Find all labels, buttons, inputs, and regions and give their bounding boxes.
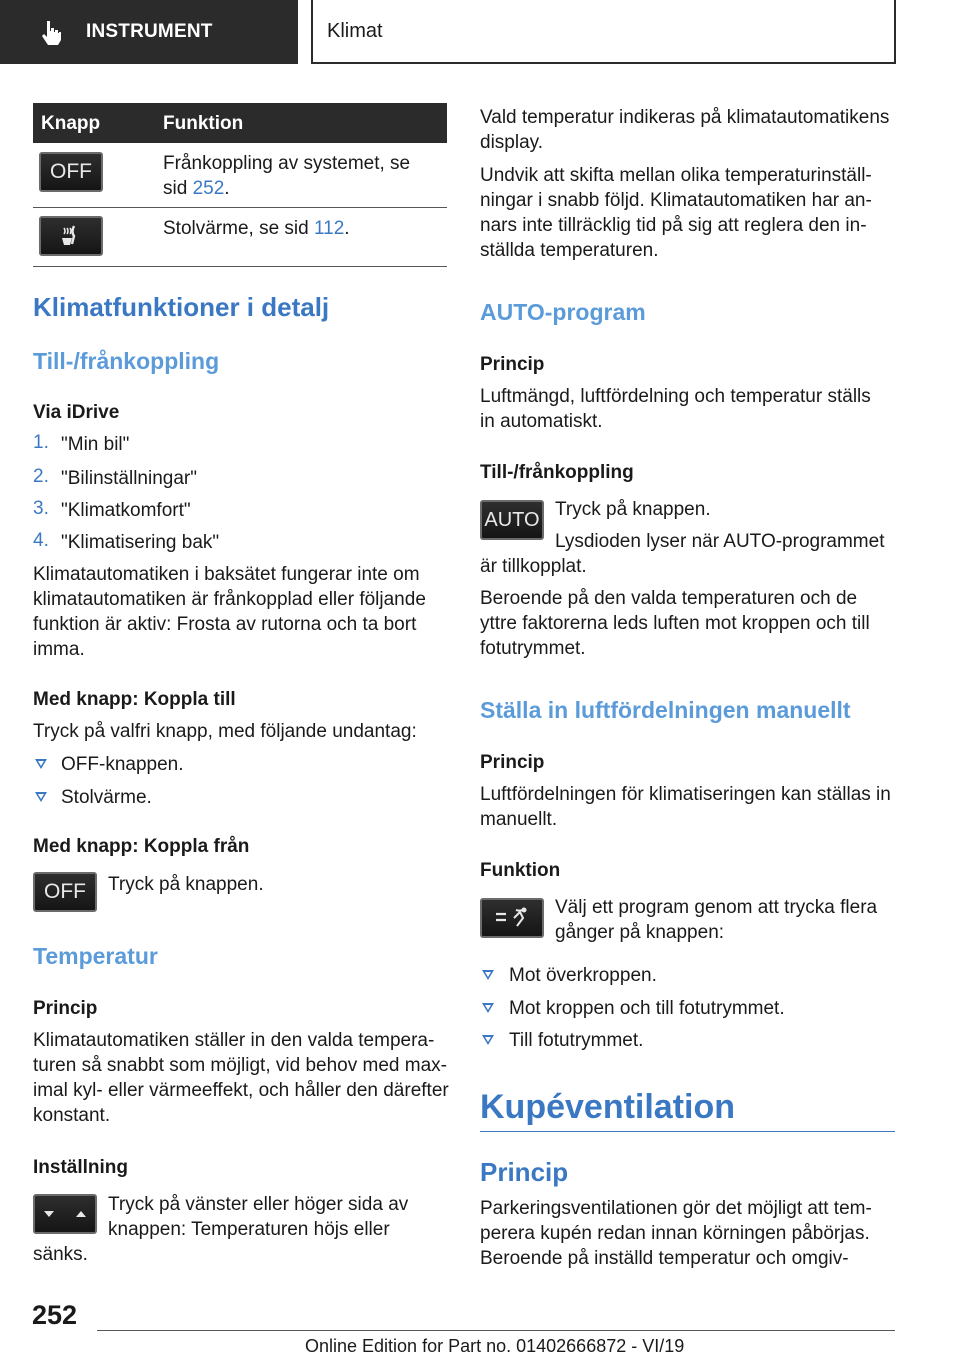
heading-temperatur: Temperatur xyxy=(33,943,158,969)
list-item: OFF-knappen. xyxy=(61,754,184,775)
subheading-koppla-till: Med knapp: Koppla till xyxy=(33,689,236,710)
col-header-knapp: Knapp xyxy=(41,113,101,134)
heading-auto-program: AUTO-program xyxy=(480,299,646,325)
paragraph: Klimatautomatiken ställer in den valda tempera- turen så snabbt som möjligt, vid behov med max- imal kyl- eller värmeeffekt, och håller den därefter konstant. xyxy=(33,1030,449,1126)
list-item: "Klimatkomfort" xyxy=(61,500,191,521)
section-title: INSTRUMENT xyxy=(86,21,213,42)
list-item: Stolvärme. xyxy=(61,787,152,808)
list-item: Mot kroppen och till fotutrymmet. xyxy=(509,998,785,1019)
heading-till-frankoppling: Till-/frånkoppling xyxy=(33,348,220,374)
step-number: 3. xyxy=(33,498,49,519)
step-number: 1. xyxy=(33,432,49,453)
paragraph: Beroende på den valda temperaturen och de yttre faktorerna leds luften mot kroppen och till fotutrymmet. xyxy=(480,588,870,659)
paragraph: Välj ett program genom att trycka flera gånger på knappen: xyxy=(555,897,878,943)
off-button-icon: OFF xyxy=(39,152,103,192)
bullet-triangle-icon xyxy=(482,1003,494,1013)
subheading-installning: Inställning xyxy=(33,1157,128,1178)
paragraph: Tryck på vänster eller höger sida av knappen: Temperaturen höjs eller xyxy=(108,1194,409,1240)
bullet-triangle-icon xyxy=(482,970,494,980)
seat-heating-button-icon xyxy=(39,216,103,256)
bullet-triangle-icon xyxy=(35,792,47,802)
paragraph: Tryck på knappen. xyxy=(555,499,711,520)
table-row: Frånkoppling av systemet, se sid 252. xyxy=(163,153,411,199)
list-item: Till fotutrymmet. xyxy=(509,1030,644,1051)
footer-edition: Online Edition for Part no. 01402666872 - VI/19 xyxy=(305,1336,685,1356)
paragraph: Luftmängd, luftfördelning och temperatur ställs in automatiskt. xyxy=(480,386,871,432)
page-link[interactable]: 112 xyxy=(314,218,345,239)
bullet-triangle-icon xyxy=(35,759,47,769)
paragraph: Tryck på knappen. xyxy=(108,874,264,895)
list-item: Mot överkroppen. xyxy=(509,965,657,986)
list-item: "Min bil" xyxy=(61,434,130,455)
air-distribution-icon xyxy=(492,906,532,930)
paragraph: är tillkopplat. xyxy=(480,556,587,577)
page-link[interactable]: 252 xyxy=(192,178,225,199)
row-divider xyxy=(33,266,447,267)
chapter-title: Klimat xyxy=(327,19,383,42)
table-header xyxy=(33,103,447,143)
heading-kupeventilation: Kupéventilation xyxy=(480,1088,736,1126)
step-number: 2. xyxy=(33,466,49,487)
subheading-via-idrive: Via iDrive xyxy=(33,402,120,423)
list-item: "Klimatisering bak" xyxy=(61,532,220,553)
temperature-button-icon xyxy=(33,1194,97,1234)
subheading-till-frankoppling: Till-/frånkoppling xyxy=(480,462,634,483)
paragraph: sänks. xyxy=(33,1244,88,1265)
paragraph: Lysdioden lyser när AUTO-programmet xyxy=(555,531,885,552)
row-divider xyxy=(33,207,447,208)
auto-button-icon: AUTO xyxy=(480,500,544,540)
up-down-arrows-icon xyxy=(38,1204,92,1224)
paragraph: Parkeringsventilationen gör det möjligt att tem- perera kupén redan innan körningen påbörjas. Beroende på inställd temperatur och omgiv- xyxy=(480,1198,872,1269)
air-distribution-button-icon xyxy=(480,898,544,938)
step-number: 4. xyxy=(33,530,49,551)
heading-klimatfunktioner: Klimatfunktioner i detalj xyxy=(33,292,330,322)
bullet-triangle-icon xyxy=(482,1035,494,1045)
paragraph: Klimatautomatiken i baksätet fungerar inte om klimatautomatiken är frånkopplad eller följande funktion är aktiv: Frosta av rutorna och ta bort imma. xyxy=(33,564,426,660)
heading-underline xyxy=(480,1131,895,1132)
subheading-princip: Princip xyxy=(480,752,545,773)
page-number: 252 xyxy=(32,1300,78,1330)
paragraph: Luftfördelningen för klimatiseringen kan ställas in manuellt. xyxy=(480,784,891,830)
seat-heating-icon xyxy=(56,224,86,248)
subheading-princip: Princip xyxy=(480,354,545,375)
heading-princip: Princip xyxy=(480,1157,569,1187)
table-row: Stolvärme, se sid 112. xyxy=(163,218,350,239)
subheading-funktion: Funktion xyxy=(480,860,561,881)
subheading-princip: Princip xyxy=(33,998,98,1019)
list-item: "Bilinställningar" xyxy=(61,468,197,489)
paragraph: Vald temperatur indikeras på klimatautomatikens display. xyxy=(480,107,890,153)
off-button-icon: OFF xyxy=(33,872,97,912)
paragraph: Tryck på valfri knapp, med följande undantag: xyxy=(33,721,417,742)
footer-divider xyxy=(97,1330,895,1331)
subheading-koppla-fran: Med knapp: Koppla från xyxy=(33,836,250,857)
hand-pointer-icon xyxy=(40,19,62,45)
heading-luftfordelning: Ställa in luftfördelningen manuellt xyxy=(480,697,851,723)
paragraph: Undvik att skifta mellan olika temperaturinställ- ningar i snabb följd. Klimatautomatiken har an- nars inte tillräcklig tid på sig att reglera den in- ställda temperaturen. xyxy=(480,165,872,261)
col-header-funktion: Funktion xyxy=(163,113,244,134)
chapter-tab xyxy=(311,0,896,64)
section-tab xyxy=(0,0,298,64)
